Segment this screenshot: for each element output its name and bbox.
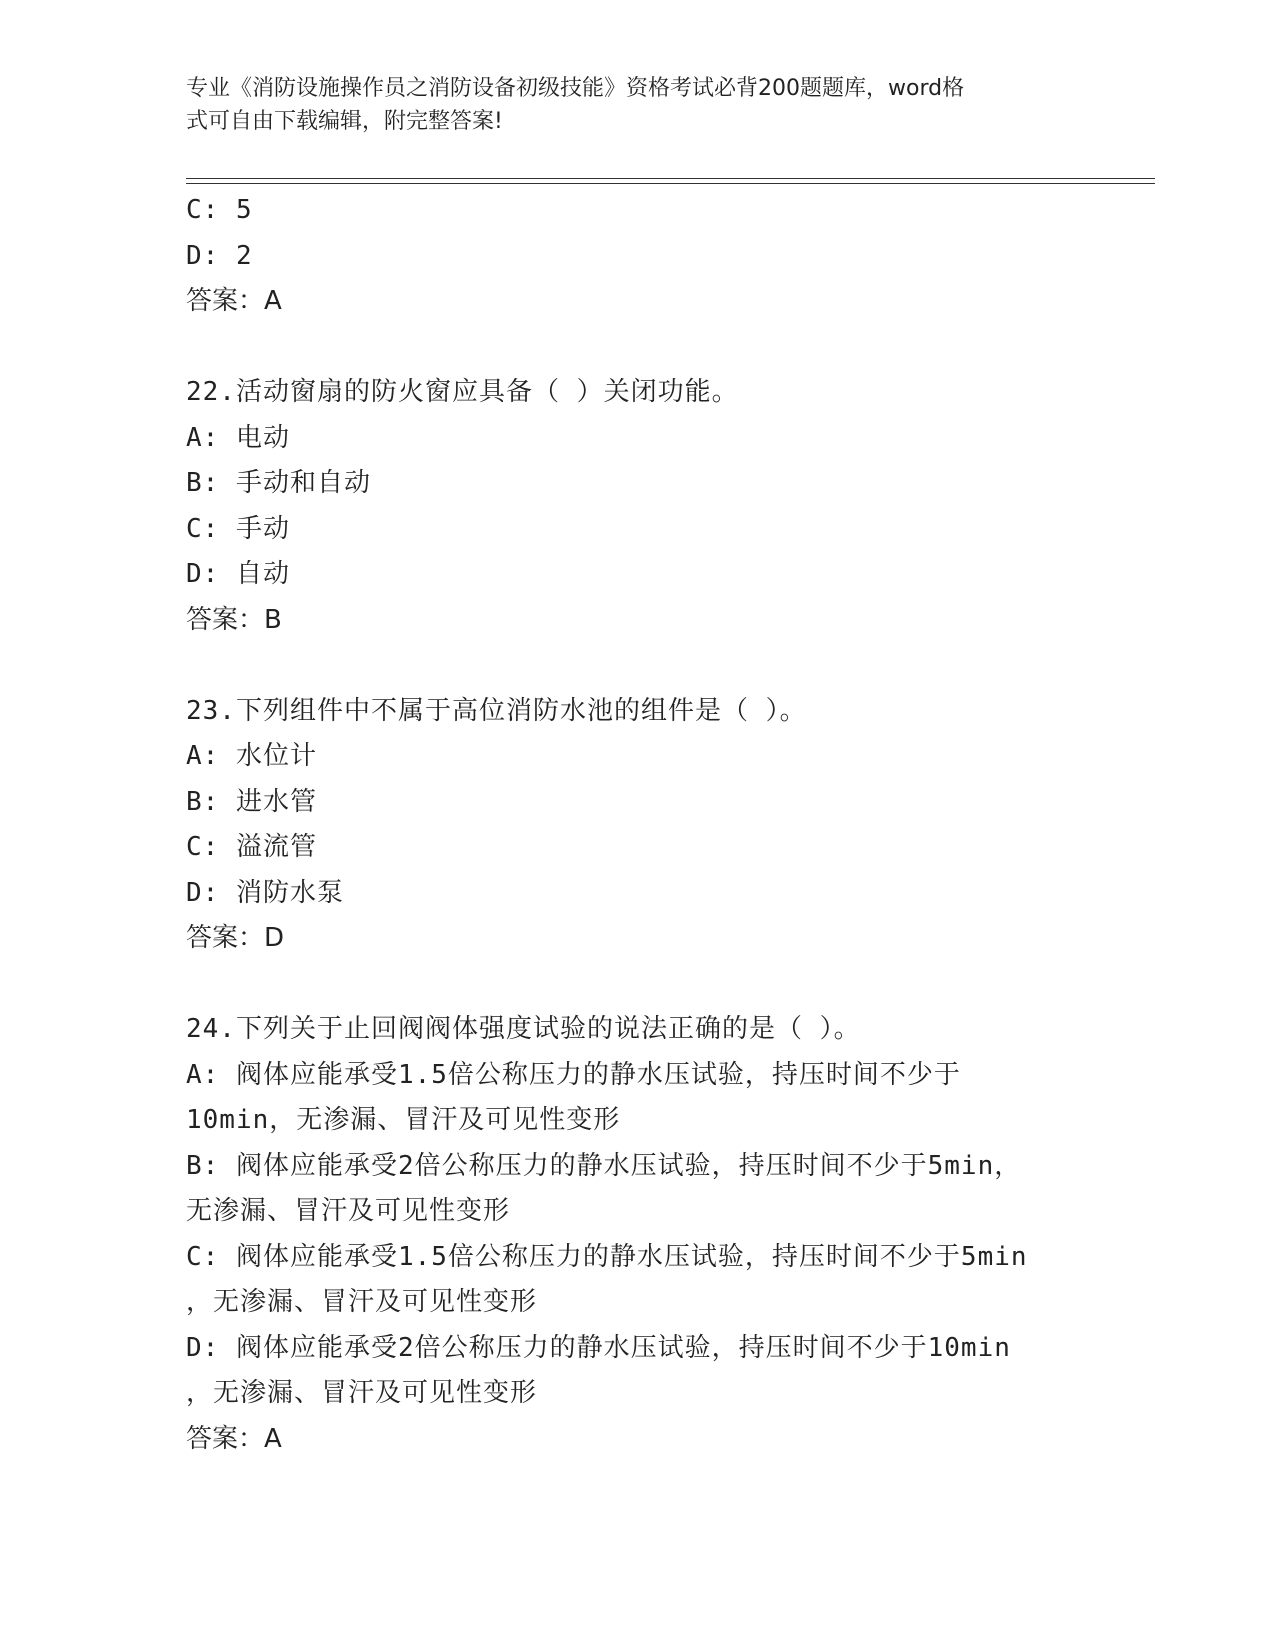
header-divider-top xyxy=(186,178,1155,179)
answer: 答案：B xyxy=(186,604,282,635)
option-c-line-2: ，无渗漏、冒汗及可见性变形 xyxy=(186,1287,538,1317)
option-b-line-1: B: 阀体应能承受2倍公称压力的静水压试验，持压时间不少于5min， xyxy=(186,1150,1022,1181)
option-d: D: 消防水泵 xyxy=(186,877,344,908)
option-a: A: 电动 xyxy=(186,422,290,453)
question-text: 24.下列关于止回阀阀体强度试验的说法正确的是（ ）。 xyxy=(186,1014,861,1044)
question-text: 22.活动窗扇的防火窗应具备（ ）关闭功能。 xyxy=(186,377,739,407)
option-c-line-1: C: 阀体应能承受1.5倍公称压力的静水压试验，持压时间不少于5min xyxy=(186,1241,1028,1272)
spacer xyxy=(186,643,1086,689)
option-d: D: 自动 xyxy=(186,559,290,589)
option-a-line-2: 10min，无渗漏、冒汗及可见性变形 xyxy=(186,1105,621,1135)
question-21 xyxy=(186,188,1086,325)
header-line-1: 专业《消防设施操作员之消防设备初级技能》资格考试必背200题题库，word格 xyxy=(186,76,965,101)
question-22 xyxy=(186,370,1086,643)
option-c: C: 溢流管 xyxy=(186,832,317,862)
answer: 答案：A xyxy=(186,286,282,316)
option-a: A: 水位计 xyxy=(186,741,317,771)
header-divider-bottom xyxy=(186,183,1155,184)
option-d-line-2: ，无渗漏、冒汗及可见性变形 xyxy=(186,1378,538,1408)
option-c: C: 5 xyxy=(186,195,253,225)
document-header xyxy=(186,72,1076,138)
option-d-line-1: D: 阀体应能承受2倍公称压力的静水压试验，持压时间不少于10min xyxy=(186,1332,1011,1363)
spacer xyxy=(186,962,1086,1008)
option-b: B: 手动和自动 xyxy=(186,468,371,498)
question-24 xyxy=(186,1007,1086,1462)
question-list xyxy=(186,188,1086,1462)
option-c: C: 手动 xyxy=(186,513,290,544)
option-b: B: 进水管 xyxy=(186,786,317,817)
question-23 xyxy=(186,689,1086,962)
option-a-line-1: A: 阀体应能承受1.5倍公称压力的静水压试验，持压时间不少于 xyxy=(186,1059,961,1090)
question-text: 23.下列组件中不属于高位消防水池的组件是（ ）。 xyxy=(186,695,807,726)
header-line-2: 式可自由下载编辑，附完整答案! xyxy=(186,109,503,134)
answer: 答案：D xyxy=(186,923,285,953)
option-b-line-2: 无渗漏、冒汗及可见性变形 xyxy=(186,1196,511,1226)
option-d: D: 2 xyxy=(186,240,253,271)
spacer xyxy=(186,325,1086,371)
answer: 答案：A xyxy=(186,1423,282,1454)
